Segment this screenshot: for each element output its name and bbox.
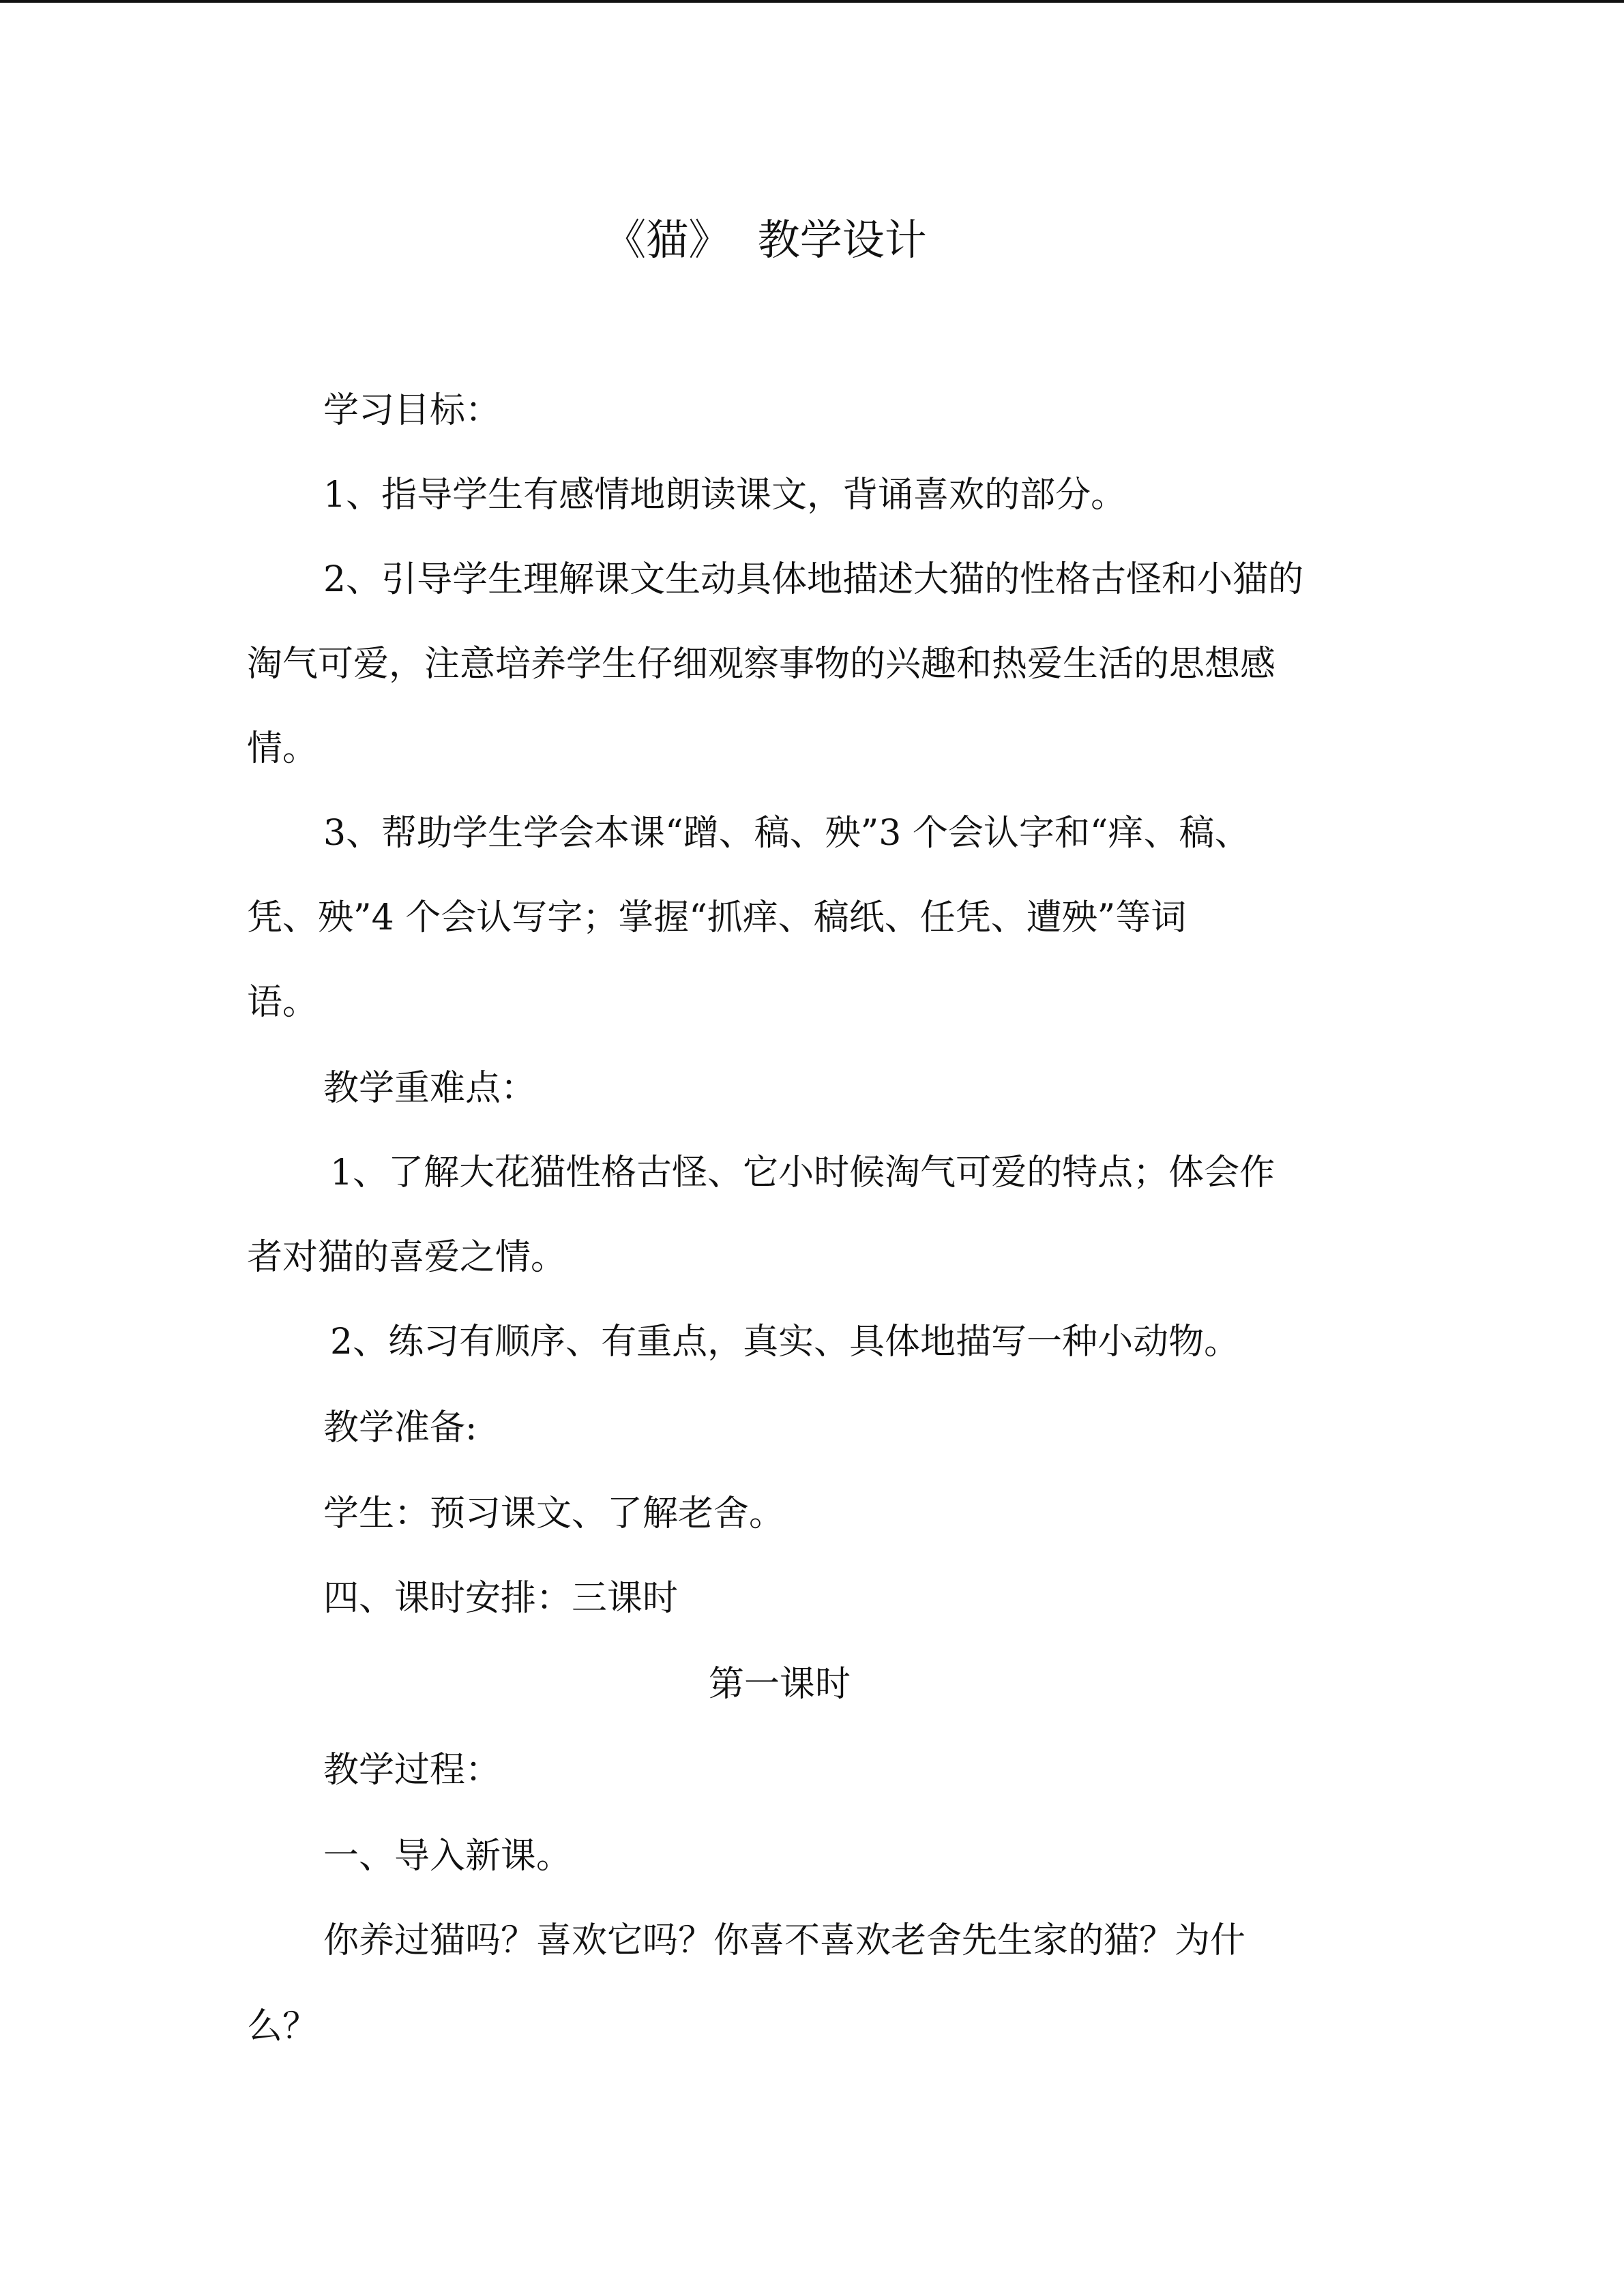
objective-3-line-3: 语。 [247, 982, 319, 1023]
objective-2-line-1: 2、引导学生理解课文生动具体地描述大猫的性格古怪和小猫的 [323, 559, 1304, 600]
document-title: 《猫》 教学设计 [604, 215, 927, 265]
objectives-heading: 学习目标： [323, 390, 501, 431]
objective-2-line-3: 情。 [247, 728, 319, 769]
objective-1: 1、指导学生有感情地朗读课文，背诵喜欢的部分。 [323, 475, 1127, 516]
process-heading: 教学过程： [323, 1750, 501, 1791]
step-1-text-line-2: 么？ [247, 2006, 319, 2047]
key-point-2: 2、练习有顺序、有重点，真实、具体地描写一种小动物。 [330, 1322, 1240, 1362]
step-1: 一、导入新课。 [323, 1836, 572, 1877]
key-point-1-line-1: 1、了解大花猫性格古怪、它小时候淘气可爱的特点；体会作 [330, 1152, 1275, 1193]
objective-3-line-2: 凭、殃”4 个会认写字；掌握“抓痒、稿纸、任凭、遭殃”等词 [247, 897, 1187, 938]
objective-2-line-2: 淘气可爱，注意培养学生仔细观察事物的兴趣和热爱生活的思想感 [247, 644, 1276, 685]
lesson-heading: 第一课时 [708, 1664, 851, 1705]
preparation-student: 学生：预习课文、了解老舍。 [323, 1493, 785, 1534]
key-points-heading: 教学重难点： [323, 1068, 537, 1109]
preparation-heading: 教学准备: [323, 1407, 477, 1448]
page-top-border [0, 0, 1624, 3]
key-point-1-line-2: 者对猫的喜爱之情。 [247, 1237, 567, 1278]
schedule: 四、课时安排：三课时 [323, 1578, 679, 1619]
step-1-text-line-1: 你养过猫吗？喜欢它吗？你喜不喜欢老舍先生家的猫？为什 [323, 1920, 1246, 1961]
objective-3-line-1: 3、帮助学生学会本课“蹭、稿、殃”3 个会认字和“痒、稿、 [323, 813, 1250, 854]
